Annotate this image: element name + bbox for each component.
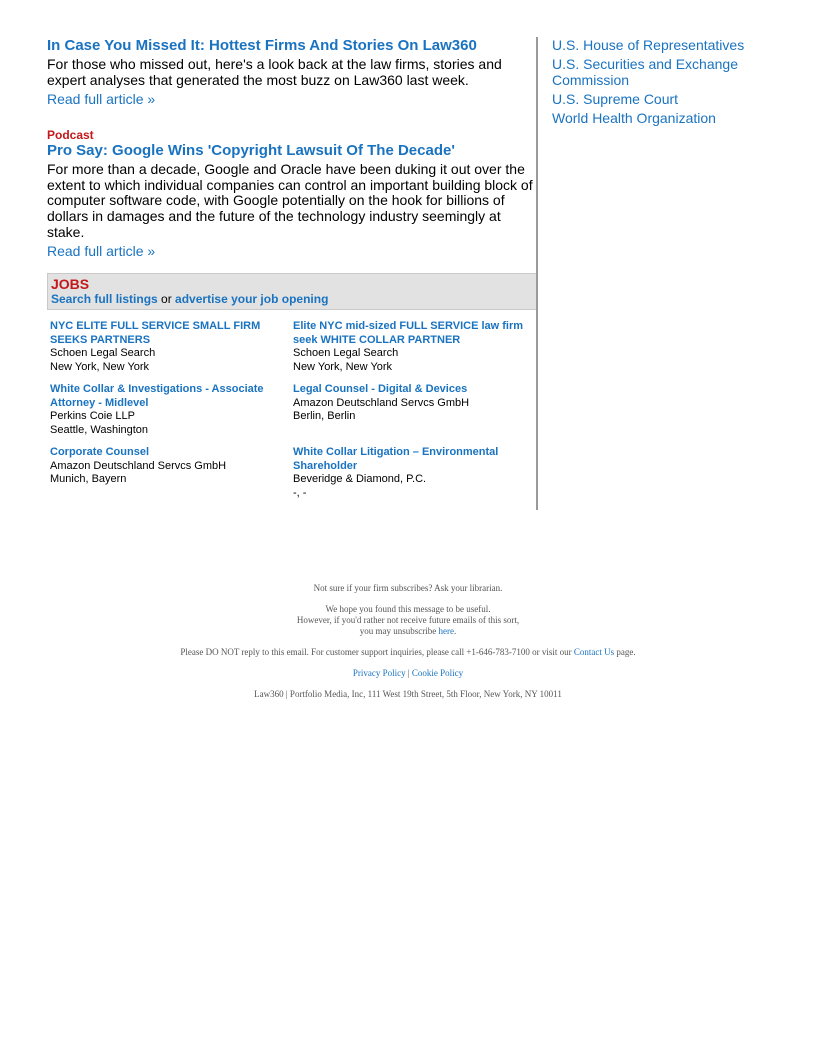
job-title-link[interactable]: White Collar Litigation – Environmental Shareholder xyxy=(293,446,499,472)
job-listing xyxy=(293,446,536,500)
jobs-links xyxy=(51,292,533,307)
sidebar-link-who[interactable]: World Health Organization xyxy=(552,110,716,126)
job-listing xyxy=(293,383,536,437)
article-kicker: Podcast xyxy=(47,128,94,143)
job-company: Schoen Legal Search xyxy=(50,347,156,360)
footer-useful-line-1: We hope you found this message to be useful. xyxy=(325,604,491,614)
job-company: Schoen Legal Search xyxy=(293,347,399,360)
job-title-link[interactable]: Corporate Counsel xyxy=(50,446,150,459)
main-column xyxy=(47,37,537,500)
job-title-link[interactable]: Elite NYC mid-sized FULL SERVICE law firm seek WHITE COLLAR PARTNER xyxy=(293,320,524,346)
job-location: Munich, Bayern xyxy=(50,473,127,486)
contact-us-link[interactable]: Contact Us xyxy=(573,647,615,657)
advertise-job-link[interactable]: advertise your job opening xyxy=(175,292,329,307)
job-listing xyxy=(50,320,293,374)
footer-useful-line-3: you may unsubscribe xyxy=(359,626,439,636)
sidebar-link-supreme-court[interactable]: U.S. Supreme Court xyxy=(552,91,679,107)
footer-policies xyxy=(0,668,816,679)
job-company: Perkins Coie LLP xyxy=(50,410,135,423)
footer-support-end: page. xyxy=(614,647,636,657)
job-location: -, - xyxy=(293,486,307,499)
job-listing xyxy=(293,320,536,374)
footer-unsubscribe xyxy=(0,604,816,637)
footer-useful-line-2: However, if you'd rather not receive future emails of this sort, xyxy=(296,615,520,625)
footer-period: . xyxy=(454,626,457,636)
job-location: Berlin, Berlin xyxy=(293,410,356,423)
column-divider xyxy=(536,37,538,510)
footer-address: Law360 | Portfolio Media, Inc, 111 West 19th Street, 5th Floor, New York, NY 10011 xyxy=(254,689,562,699)
job-company: Amazon Deutschland Servcs GmbH xyxy=(50,459,227,472)
read-full-article-link[interactable]: Read full article » xyxy=(47,91,156,108)
job-location: New York, New York xyxy=(50,360,150,373)
cookie-policy-link[interactable]: Cookie Policy xyxy=(411,668,464,678)
privacy-policy-link[interactable]: Privacy Policy xyxy=(352,668,406,678)
article-summary: For more than a decade, Google and Oracle have been duking it out over the extent to which individual companies can control an important building block of computer software code, with Google potentially on the hook for billions of dollars in damages and the future of the technology industry seemingly at stake. xyxy=(47,161,533,240)
footer-separator: | xyxy=(405,668,412,678)
job-title-link[interactable]: Legal Counsel - Digital & Devices xyxy=(293,383,468,396)
jobs-or-text: or xyxy=(157,292,176,307)
footer xyxy=(0,583,816,710)
footer-support-text: Please DO NOT reply to this email. For customer support inquiries, please call +1-646-783-7100 or visit our xyxy=(180,647,574,657)
jobs-header xyxy=(47,273,537,310)
article-pro-say xyxy=(47,128,537,259)
job-title-link[interactable]: NYC ELITE FULL SERVICE SMALL FIRM SEEKS PARTNERS xyxy=(50,320,261,346)
article-headline[interactable]: In Case You Missed It: Hottest Firms And Stories On Law360 xyxy=(47,37,477,54)
job-location: Seattle, Washington xyxy=(50,423,149,436)
jobs-title: JOBS xyxy=(51,276,90,293)
job-company: Beveridge & Diamond, P.C. xyxy=(293,473,427,486)
article-hottest-firms xyxy=(47,37,537,107)
search-listings-link[interactable]: Search full listings xyxy=(51,292,158,307)
sidebar xyxy=(552,37,802,129)
unsubscribe-link[interactable]: here xyxy=(438,626,454,636)
sidebar-link-house[interactable]: U.S. House of Representatives xyxy=(552,37,745,53)
read-full-article-link[interactable]: Read full article » xyxy=(47,243,156,260)
jobs-section xyxy=(47,273,537,500)
article-headline[interactable]: Pro Say: Google Wins 'Copyright Lawsuit Of The Decade' xyxy=(47,142,455,160)
footer-support xyxy=(0,647,816,658)
footer-librarian: Not sure if your firm subscribes? Ask your librarian. xyxy=(313,583,503,593)
job-listings xyxy=(47,320,537,500)
sidebar-link-sec[interactable]: U.S. Securities and Exchange Commission xyxy=(552,56,738,88)
job-title-link[interactable]: White Collar & Investigations - Associate Attorney - Midlevel xyxy=(50,383,264,409)
article-summary: For those who missed out, here's a look back at the law firms, stories and expert analyses that generated the most buzz on Law360 last week. xyxy=(47,56,502,88)
job-listing xyxy=(50,446,293,500)
job-location: New York, New York xyxy=(293,360,393,373)
job-listing xyxy=(50,383,293,437)
job-company: Amazon Deutschland Servcs GmbH xyxy=(293,396,470,409)
